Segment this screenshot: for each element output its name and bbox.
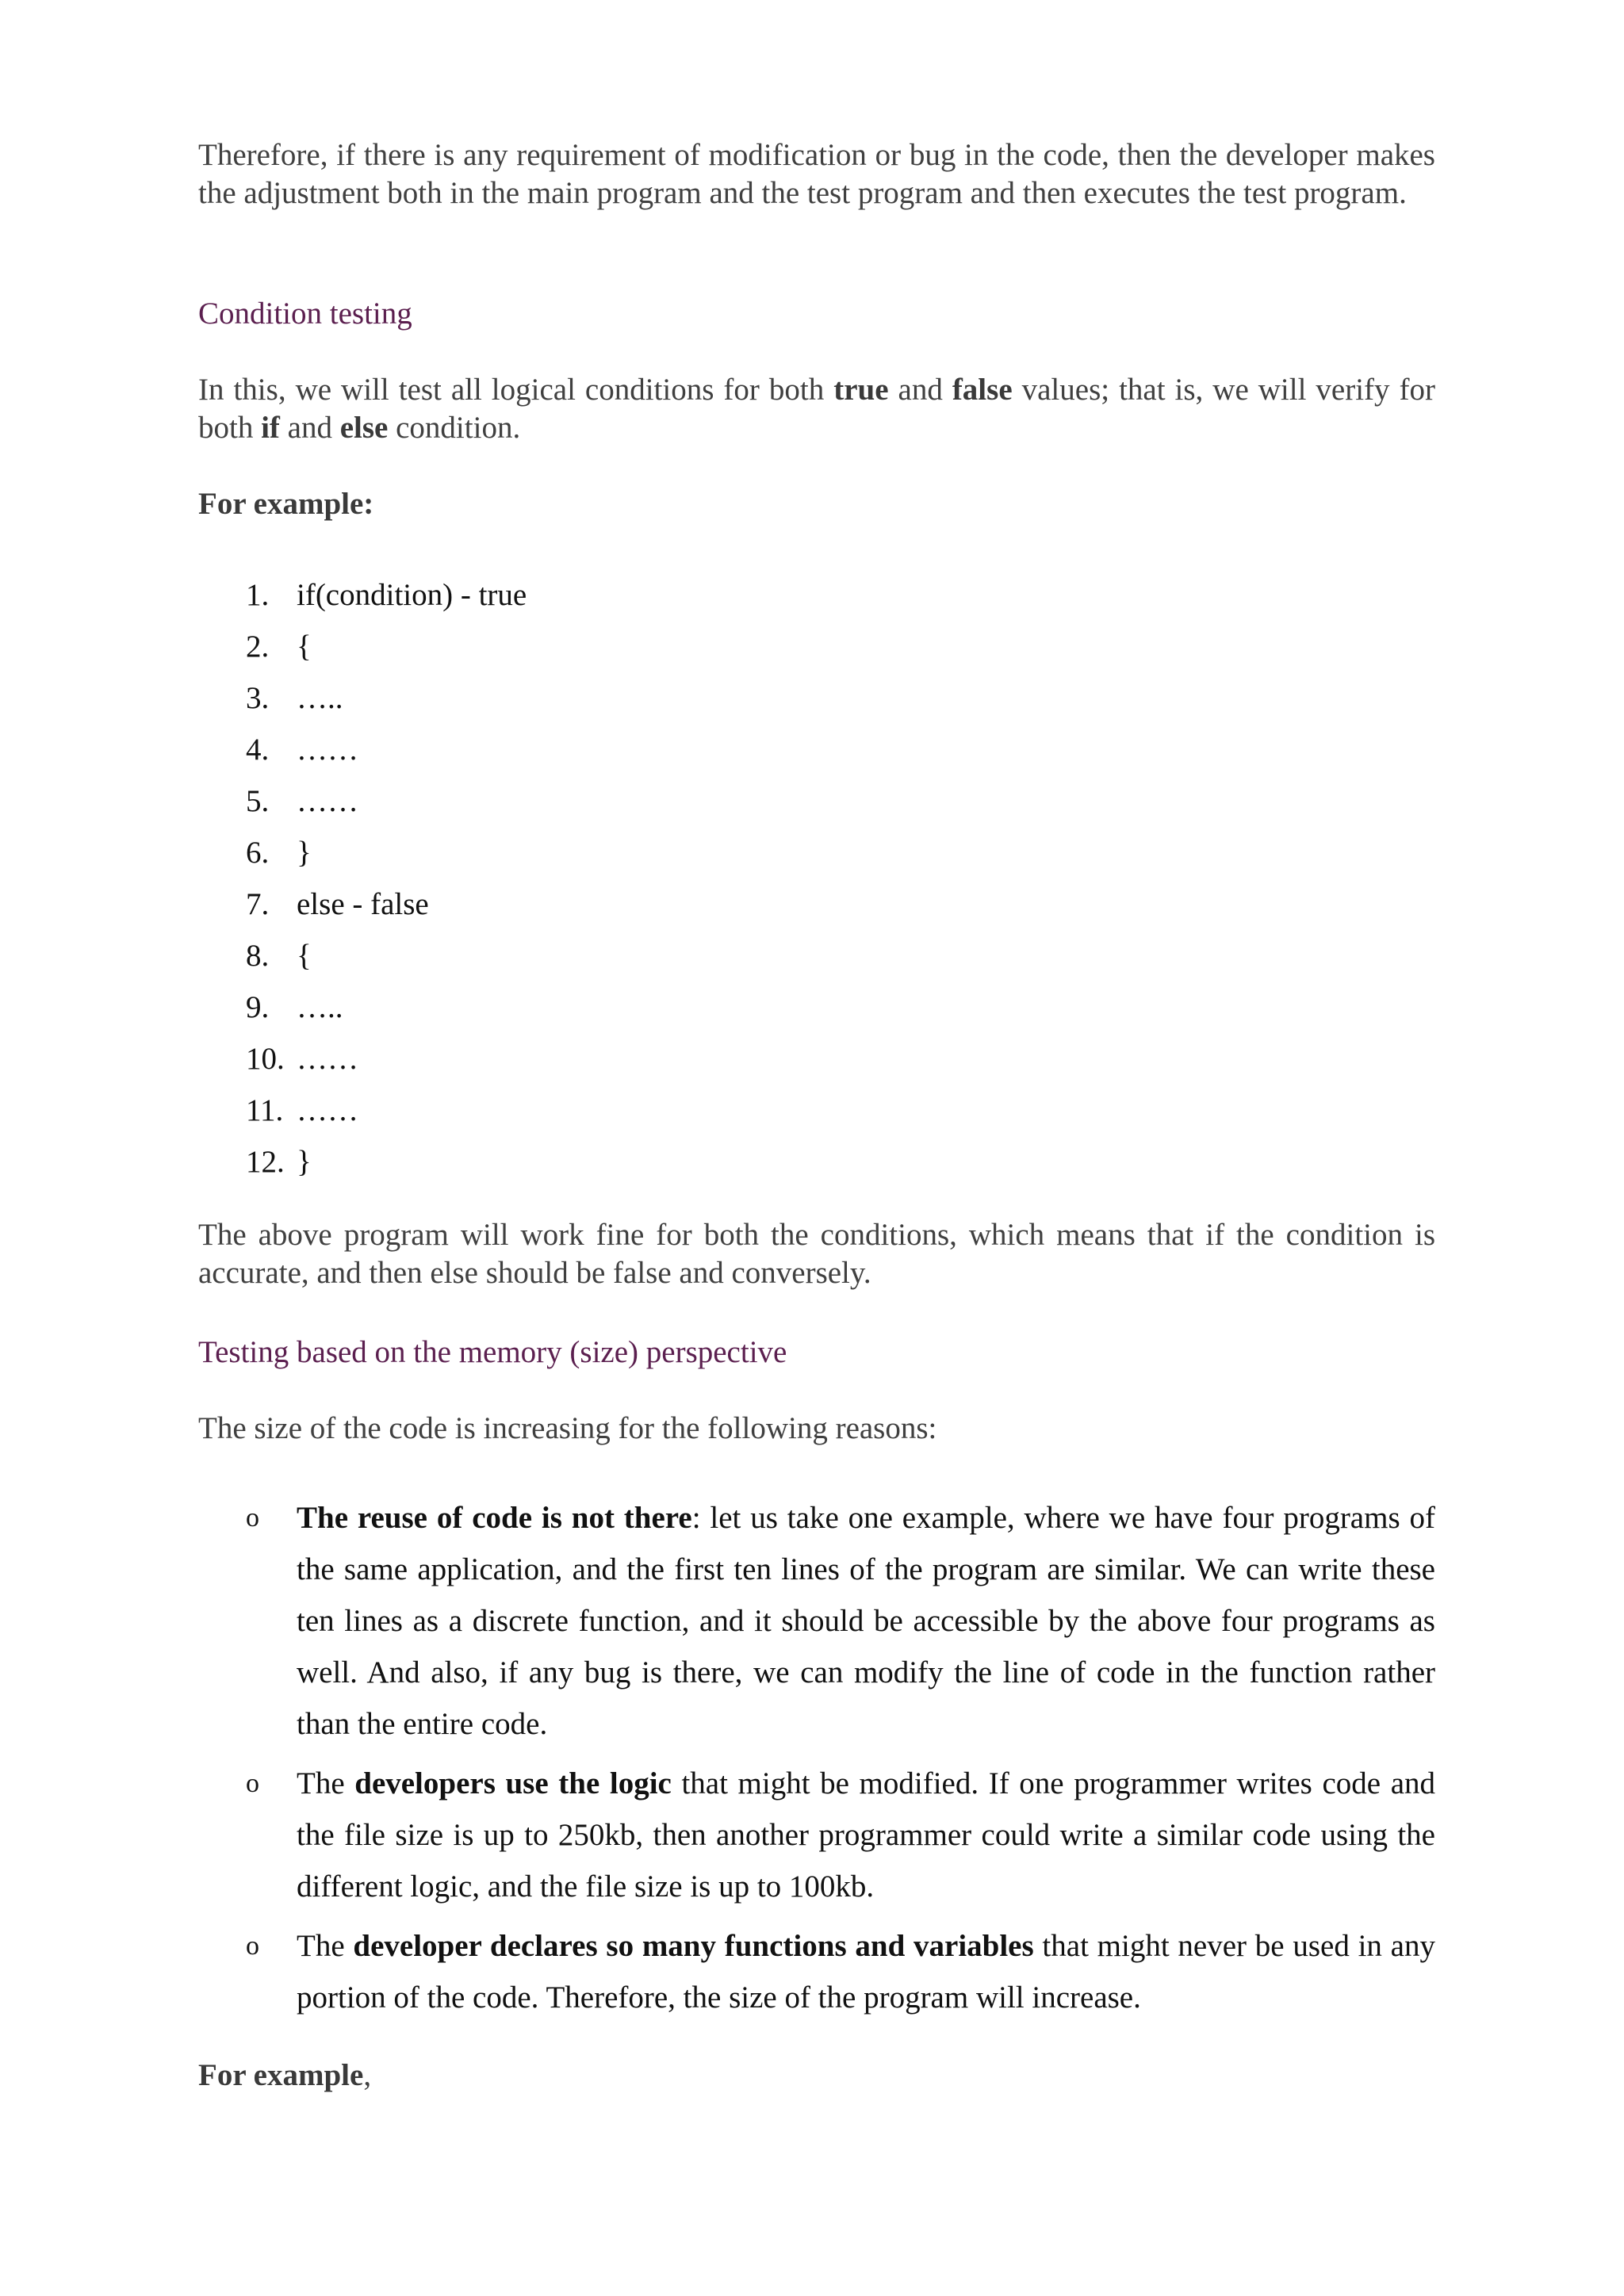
example-label-2: [198, 2057, 1435, 2095]
line-number: 1.: [246, 578, 270, 612]
bold-phrase: developers use the logic: [354, 1766, 672, 1800]
example-label-bold: For example: [198, 2058, 364, 2092]
line-number: 12.: [246, 1145, 285, 1179]
bold-prefix: The reuse of code is not there: [297, 1501, 692, 1535]
line-number: 7.: [246, 887, 270, 921]
list-item: [198, 1492, 1435, 1750]
keyword-if: if: [261, 411, 280, 445]
bullet-marker: o: [246, 1503, 259, 1533]
memory-testing-heading: Testing based on the memory (size) perspective: [198, 1335, 787, 1369]
code-text: ……: [297, 1093, 358, 1127]
condition-testing-paragraph: [198, 371, 1435, 447]
code-text: }: [297, 1145, 312, 1179]
code-text: …..: [297, 681, 343, 715]
intro-paragraph: Therefore, if there is any requirement of modification or bug in the code, then the developer makes the adjustment both in the main program and the test program and then executes the test program.: [198, 138, 1435, 210]
example-suffix: ,: [363, 2058, 372, 2092]
text-segment: condition.: [388, 411, 521, 445]
code-text: if(condition) - true: [297, 578, 527, 612]
line-number: 3.: [246, 681, 270, 715]
text-segment: In this, we will test all logical conditions for both: [198, 373, 834, 407]
bullet-marker: o: [246, 1931, 259, 1961]
code-text: …..: [297, 990, 343, 1024]
item-text: that might never be used in any portion of the code. Therefore, the size of the program will increase.: [297, 1929, 1435, 2015]
keyword-else: else: [339, 411, 389, 445]
line-number: 8.: [246, 939, 270, 973]
code-text: ……: [297, 1042, 358, 1076]
reasons-list: [198, 1492, 1435, 2031]
line-number: 2.: [246, 629, 270, 664]
code-text: ……: [297, 733, 358, 767]
line-number: 10.: [246, 1042, 285, 1076]
line-number: 9.: [246, 990, 270, 1024]
code-text: {: [297, 629, 312, 664]
text-segment: and: [888, 373, 952, 407]
bold-phrase: developer declares so many functions and variables: [353, 1929, 1034, 1963]
bullet-marker: o: [246, 1769, 259, 1798]
text-segment: values; that is, we will verify for both: [198, 373, 1436, 445]
item-text: that might be modified. If one programmer writes code and the file size is up to 250kb, then another programmer could write a similar code using the different logic, and the file size is up to 100kb.: [297, 1766, 1435, 1904]
line-number: 11.: [246, 1093, 284, 1127]
list-item: [198, 1920, 1435, 2023]
item-prefix: The: [297, 1929, 354, 1963]
keyword-false: false: [952, 373, 1013, 407]
line-number: 5.: [246, 784, 270, 818]
line-number: 4.: [246, 733, 270, 767]
list-item: [198, 1758, 1435, 1912]
item-text: : let us take one example, where we have four programs of the same application, and the first ten lines of the program are similar. We can write these ten lines as a discrete function, and it should be accessible by the above four programs as well. And also, if any bug is there, we can modify the line of code in the function rather than the entire code.: [297, 1501, 1435, 1741]
after-code-paragraph: The above program will work fine for both the conditions, which means that if the condition is accurate, and then else should be false and conversely.: [198, 1218, 1435, 1290]
code-text: {: [297, 939, 312, 973]
code-text: else - false: [297, 887, 429, 921]
line-number: 6.: [246, 836, 270, 870]
text-segment: and: [279, 411, 340, 445]
code-text: }: [297, 836, 312, 870]
memory-testing-intro: The size of the code is increasing for the following reasons:: [198, 1411, 937, 1445]
item-prefix: The: [297, 1766, 355, 1800]
condition-testing-heading: Condition testing: [198, 297, 412, 331]
keyword-true: true: [833, 373, 889, 407]
code-text: ……: [297, 784, 358, 818]
example-label-1: For example:: [198, 487, 374, 521]
